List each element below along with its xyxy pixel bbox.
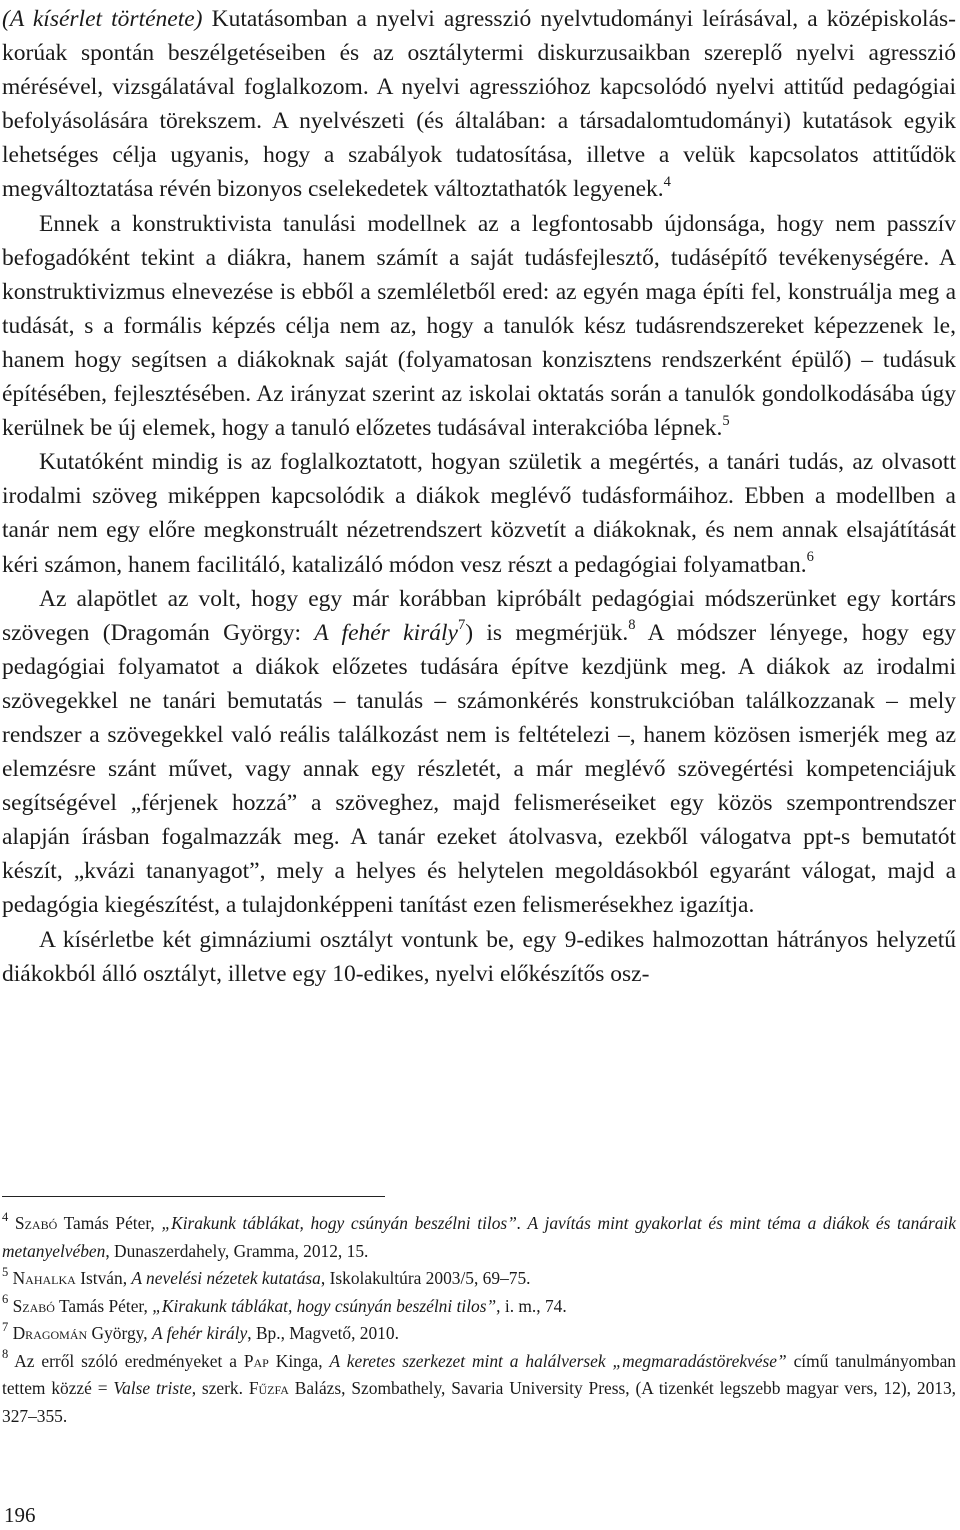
- text-run: , Dunaszerdahely, Gramma, 2012, 15.: [105, 1240, 369, 1261]
- italic-text: Valse triste: [113, 1378, 192, 1398]
- text-run: István,: [75, 1268, 132, 1288]
- italic-text: A keretes szerkezet mint a halálversek „megmaradástörekvése”: [329, 1350, 787, 1371]
- text-run: Kutatóként mindig is az foglalkoztatott, hogyan születik a megértés, a tanári tudás, az olvasott irodalmi szöveg miképpen kapcsolódik a diákok meglévő tudásformáihoz. Ebben a modellben a tanár nem egy előre megkonstruált nézetrendszert közvetít a diákoknak, és nem annak elsajátítását kéri számon, hanem facilitáló, katalizáló módon vesz részt a pedagógiai folyamatban.: [2, 449, 956, 578]
- text-run: Tamás Péter,: [54, 1295, 153, 1316]
- footnote-ref: 6: [806, 549, 814, 566]
- footnote-number: 7: [2, 1319, 9, 1334]
- footnote-ref: 7: [457, 617, 466, 634]
- paragraph-researcher-interest: [2, 445, 956, 581]
- text-run: , i. m., 74.: [496, 1295, 567, 1316]
- text-run: György,: [87, 1323, 152, 1343]
- footnote-number: 8: [2, 1347, 9, 1362]
- text-run: című tanulmányomban tettem közzé =: [2, 1350, 956, 1398]
- text-run: A módszer lényege, hogy egy pedagógiai folyamatot a diákok előzetes tudására építve kezdjünk meg. A diákok az irodalmi szövegekkel ne tanári bemutatás – tanulás – számonkérés konstrukcióban találkozzanak – mely rendszer a szövegekkel való reális találkozást nem is feltételezi –, hanem közösen ismerjék meg az elemzésre szánt művet, vagy annak egy részletét, a már meglévő szövegértési kompetenciájuk segítségével „férjenek hozzá” a szöveghez, majd felismeréseiket egy közös szempontrendszer alapján írásban fogalmazzák meg. A tanár ezeket átolvasva, ezekből válogatva ppt-s bemutatót készít, „kvázi tananyagot”, mely a helyes és helytelen megoldásokból egyaránt válogat, majd a pedagógia kiegészítést, a tulajdonképpeni tanítást ezen felismerésekhez igazítja.: [2, 619, 956, 919]
- italic-text: „Kirakunk táblákat, hogy csúnyán beszélni tilos”. A javítás mint gyakorlat és mint téma a diákok és tanáraik metanyelvében: [2, 1213, 956, 1261]
- italic-text: (A kísérlet története): [2, 6, 203, 32]
- text-run: A kísérletbe két gimnáziumi osztályt vontunk be, egy 9-edikes halmozottan hátrányos helyzetű diákokból álló osztályt, illetve egy 10-edikes, nyelvi előkészítős osz-: [2, 926, 956, 987]
- footnotes: [2, 1210, 956, 1430]
- paragraph-experiment-history: [2, 2, 956, 207]
- footnote-8: [2, 1348, 956, 1431]
- author-name: Dragomán: [12, 1323, 88, 1343]
- footnote-separator: [2, 1196, 385, 1197]
- text-run: Az alapötlet az volt, hogy egy már korábban kipróbált pedagógiai módszerünket egy kortárs szövegen (Dragomán György:: [2, 585, 956, 646]
- italic-text: „Kirakunk táblákat, hogy csúnyán beszélni tilos”: [152, 1295, 497, 1316]
- author-name: Szabó: [14, 1213, 58, 1233]
- text-run: Kinga,: [268, 1350, 330, 1371]
- body-text: [2, 2, 956, 991]
- text-run: , Iskolakultúra 2003/5, 69–75.: [320, 1268, 531, 1288]
- footnote-7: [2, 1320, 956, 1348]
- author-name: Fűzfa: [248, 1378, 289, 1398]
- page-number: 196: [4, 1503, 36, 1527]
- text-run: Ennek a konstruktivista tanulási modellnek az a legfontosabb újdonsága, hogy nem passzív befogadóként tekint a diákra, hanem számít a saját tudásfejlesztő, tudásépítő tevékenységére. A konstruktivizmus elnevezése is ebből a szemléletből ered: az egyén maga építi fel, konstruálja meg a tudását, s a formális képzés célja nem az, hogy a tanulók kész tudásrendszereket képezzenek le, hanem hogy segítsen a diákoknak saját (folyamatosan konzisztens rendszerként épülő) – tudásuk építésében, fejlesztésében. Az irányzat szerint az iskolai oktatás során a tanulók gondolkodásába úgy kerülnek be új elemek, hogy a tanuló előzetes tudásával interakcióba lépnek.: [2, 210, 956, 442]
- text-run: Kutatásomban a nyelvi agresszió nyelvtudományi leírásával, a középiskolás-korúak spontán beszélgetéseiben és az osztálytermi diskurzusaikban szereplő nyelvi agresszió mérésével, vizsgálatával foglalkozom. A nyelvi agresszióhoz kapcsolódó nyelvi attitűd pedagógiai befolyásolására törekszem. A nyelvészeti (és általában: a társadalomtudományi) kutatások egyik lehetséges célja ugyanis, hogy a szabályok tudatosítása, illetve a velük kapcsolatos attitűdök megváltoztatása révén bizonyos cselekedetek változtathatók legyenek.: [2, 6, 956, 203]
- text-run: Az erről szóló eredményeket a: [14, 1350, 244, 1371]
- footnote-ref: 5: [722, 412, 730, 429]
- italic-text: A fehér király: [151, 1323, 248, 1343]
- footnote-ref: 4: [663, 174, 671, 191]
- text-run: Tamás Péter,: [57, 1213, 162, 1233]
- footnote-6: [2, 1293, 956, 1321]
- text-run: Balázs, Szombathely, Savaria University Press, (A tizenkét legszebb magyar vers, 12), 2013, 327–355.: [2, 1378, 956, 1426]
- paragraph-basic-idea: [2, 582, 956, 923]
- author-name: Szabó: [12, 1295, 55, 1316]
- footnote-4: [2, 1210, 956, 1265]
- footnote-number: 6: [2, 1292, 9, 1307]
- paragraph-experiment-classes: [2, 923, 956, 991]
- author-name: Nahalka: [12, 1268, 76, 1288]
- footnote-ref: 8: [628, 617, 636, 634]
- italic-text: A nevelési nézetek kutatása: [131, 1268, 321, 1288]
- paragraph-constructivist-model: [2, 207, 956, 446]
- italic-text: A fehér király: [314, 619, 458, 646]
- footnote-number: 5: [2, 1264, 9, 1279]
- footnote-number: 4: [2, 1209, 9, 1224]
- text-run: ) is megmérjük.: [465, 619, 629, 646]
- footnote-5: [2, 1265, 956, 1293]
- text-run: , szerk.: [191, 1378, 249, 1398]
- author-name: Pap: [243, 1350, 269, 1371]
- text-run: , Bp., Magvető, 2010.: [247, 1323, 399, 1343]
